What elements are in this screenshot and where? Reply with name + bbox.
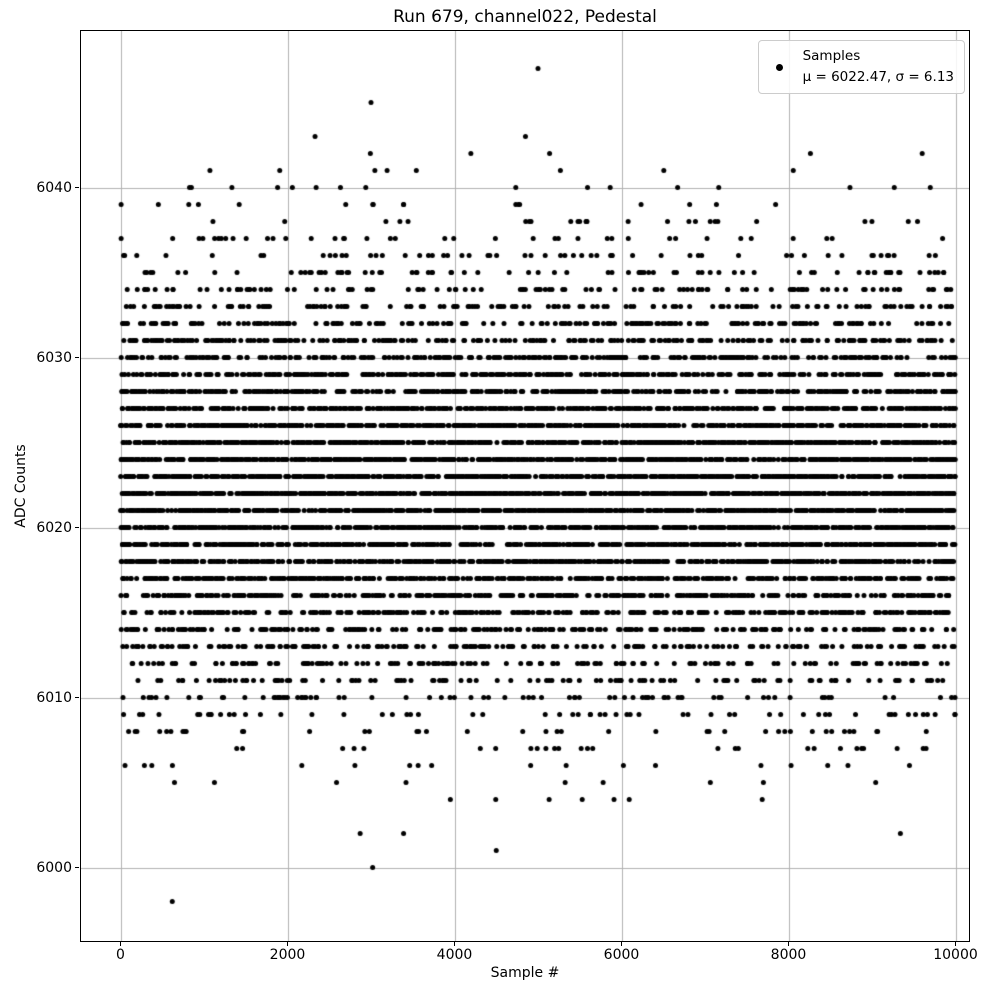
x-tick-label: 10000 — [933, 947, 978, 963]
x-tick-mark — [955, 942, 956, 946]
x-tick-mark — [621, 942, 622, 946]
y-axis-label: ADC Counts — [13, 444, 29, 528]
y-tick-mark — [75, 357, 79, 358]
x-tick-mark — [454, 942, 455, 946]
y-tick-label: 6000 — [36, 859, 72, 876]
legend-label-samples: Samples — [802, 48, 861, 64]
y-tick-label: 6010 — [36, 689, 72, 706]
scatter-marker-icon — [776, 64, 783, 71]
legend-marker-column — [767, 64, 793, 71]
y-tick-mark — [75, 867, 79, 868]
x-tick-label: 4000 — [436, 947, 473, 963]
x-tick-label: 8000 — [770, 947, 807, 963]
chart-title: Run 679, channel022, Pedestal — [393, 7, 657, 27]
legend-text — [803, 46, 954, 88]
plot-area — [80, 30, 970, 942]
x-tick-label: 0 — [116, 947, 125, 963]
legend-label-stats: μ = 6022.47, σ = 6.13 — [802, 69, 954, 85]
x-tick-mark — [120, 942, 121, 946]
y-tick-mark — [75, 527, 79, 528]
y-tick-label: 6030 — [36, 349, 72, 366]
y-tick-label: 6040 — [36, 179, 72, 196]
y-tick-mark — [75, 697, 79, 698]
y-tick-mark — [75, 187, 79, 188]
x-axis-label: Sample # — [490, 965, 560, 981]
x-tick-mark — [287, 942, 288, 946]
legend — [758, 40, 965, 94]
x-tick-label: 6000 — [603, 947, 640, 963]
x-tick-mark — [788, 942, 789, 946]
x-tick-label: 2000 — [269, 947, 306, 963]
y-tick-label: 6020 — [36, 519, 72, 536]
scatter-canvas — [81, 31, 969, 941]
